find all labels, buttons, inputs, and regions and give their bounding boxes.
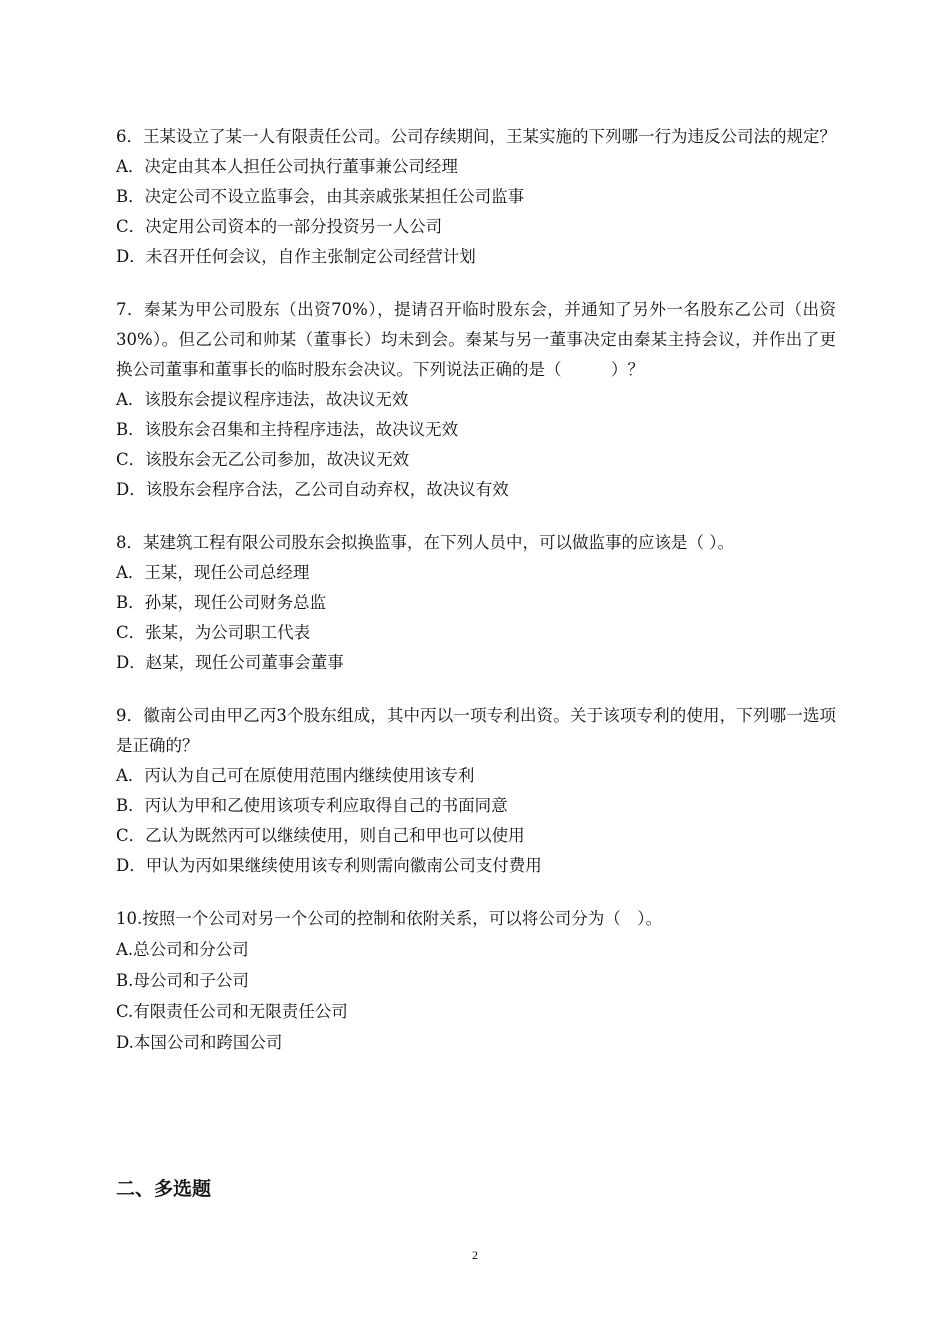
option-b: B．丙认为甲和乙使用该项专利应取得自己的书面同意: [116, 796, 508, 815]
question-stem: 6．王某设立了某一人有限责任公司。公司存续期间，王某实施的下列哪一行为违反公司法的规定？: [116, 127, 836, 146]
question-list: [116, 122, 836, 1081]
option-a: A．王某，现任公司总经理: [116, 563, 310, 582]
page-number: 2: [472, 1248, 478, 1262]
option-c: C．张某，为公司职工代表: [116, 623, 311, 642]
question-stem: 8．某建筑工程有限公司股东会拟换监事，在下列人员中，可以做监事的应该是（ ）。: [116, 533, 734, 552]
option-b: B．该股东会召集和主持程序违法，故决议无效: [116, 420, 459, 439]
option-d: D．该股东会程序合法，乙公司自动弃权，故决议有效: [116, 480, 509, 499]
option-c: C.有限责任公司和无限责任公司: [116, 1002, 348, 1021]
option-d: D．赵某，现任公司董事会董事: [116, 653, 344, 672]
option-d: D．未召开任何会议，自作主张制定公司经营计划: [116, 247, 476, 266]
question-stem: 7．秦某为甲公司股东（出资70%），提请召开临时股东会，并通知了另外一名股东乙公司（出资30%）。但乙公司和帅某（董事长）均未到会。秦某与另一董事决定由秦某主持会议，并作出了更换公司董事和董事长的临时股东会决议。下列说法正确的是（ ）？: [116, 300, 836, 379]
question-stem: 10.按照一个公司对另一个公司的控制和依附关系，可以将公司分为（ ）。: [116, 909, 662, 928]
option-c: C．该股东会无乙公司参加，故决议无效: [116, 450, 410, 469]
question-stem: 9．徽南公司由甲乙丙3个股东组成，其中丙以一项专利出资。关于该项专利的使用，下列哪一选项是正确的？: [116, 706, 836, 755]
option-b: B．决定公司不设立监事会，由其亲戚张某担任公司监事: [116, 187, 525, 206]
question-8: [116, 528, 836, 678]
option-d: D．甲认为丙如果继续使用该专利则需向徽南公司支付费用: [116, 856, 542, 875]
question-10: [116, 904, 836, 1058]
option-c: C．决定用公司资本的一部分投资另一人公司: [116, 217, 443, 236]
option-a: A．决定由其本人担任公司执行董事兼公司经理: [116, 157, 458, 176]
question-7: [116, 295, 836, 505]
option-d: D.本国公司和跨国公司: [116, 1033, 283, 1052]
section-heading: 二、多选题: [116, 1178, 212, 1200]
question-6: [116, 122, 836, 272]
option-a: A．丙认为自己可在原使用范围内继续使用该专利: [116, 766, 475, 785]
option-a: A.总公司和分公司: [116, 940, 249, 959]
question-9: [116, 701, 836, 881]
option-a: A．该股东会提议程序违法，故决议无效: [116, 390, 409, 409]
option-b: B.母公司和子公司: [116, 971, 249, 990]
option-c: C．乙认为既然丙可以继续使用，则自己和甲也可以使用: [116, 826, 525, 845]
option-b: B．孙某，现任公司财务总监: [116, 593, 327, 612]
